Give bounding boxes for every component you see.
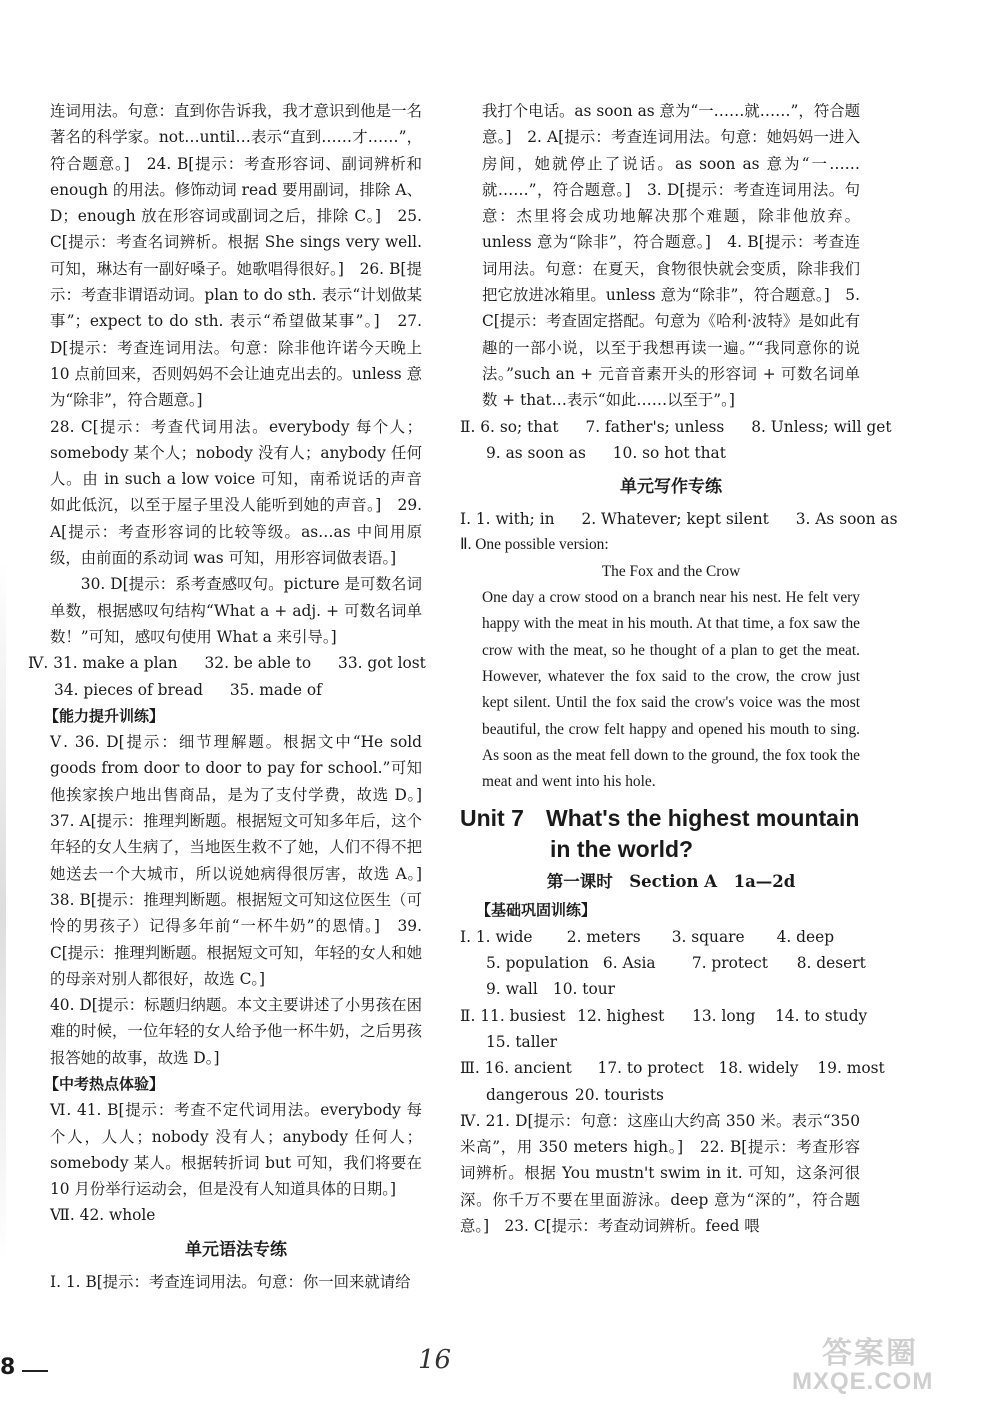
section-title: 单元写作专练 bbox=[620, 477, 722, 498]
answer-item: 6. Asia bbox=[602, 954, 656, 973]
answer-item: 10. tour bbox=[552, 980, 615, 999]
answer-paragraph: Ⅴ. 36. D[提示：细节理解题。根据文中“He sold goods from door to door to pay for school.”可知他挨家挨户地出售商品，是为了支付学费，故选 D。] 37. A[提示：推理判断题。根据短文可知多年后，这个年轻的女人生病了，当地医生救不了她，人们不得不把她送去一个大城市，所以说她病得很厉害，故选 A。] 38. B[提示：推理判断题。根据短文可知这位医生（可怜的男孩子）记得多年前“一杯牛奶”的恩情。] 39. C[提示：推理判断题。根据短文可知，年轻的女人和她的母亲对别人都很好，故选 C。] bbox=[50, 733, 438, 988]
answer-item: 4. deep bbox=[776, 927, 835, 946]
unit-heading bbox=[460, 803, 860, 834]
watermark-logo bbox=[792, 1328, 988, 1396]
section-numeral: Ⅳ. bbox=[28, 654, 49, 673]
watermark-text-top: 答案圈 bbox=[822, 1337, 918, 1370]
answer-item: 10. so hot that bbox=[612, 443, 726, 462]
answer-row bbox=[460, 414, 892, 440]
section-numeral: Ⅰ. bbox=[460, 927, 471, 946]
answer-row bbox=[460, 924, 860, 950]
answer-paragraph: Ⅰ. 1. B[提示：考查连词用法。句意：你一回来就请给 bbox=[50, 1272, 411, 1291]
answer-item: 2. meters bbox=[566, 927, 641, 946]
answer-item: 7. father's; unless bbox=[585, 417, 725, 436]
answer-row bbox=[460, 1055, 885, 1081]
answer-item: 8. desert bbox=[796, 954, 866, 973]
lesson-title: 第一课时 Section A 1a—2d bbox=[546, 872, 796, 892]
answer-paragraph: Ⅶ. 42. whole bbox=[50, 1206, 156, 1225]
answer-item: 35. made of bbox=[229, 680, 322, 699]
section-numeral: Ⅲ. bbox=[460, 1059, 480, 1078]
answer-paragraph: 连词用法。句意：直到你告诉我，我才意识到他是一名著名的科学家。not…until…表示“直到……才……”，符合题意。] 24. B[提示：考查形容词、副词辨析和 enough 的用法。修饰动词 read 要用副词，排除 A、D；enough 放在形容词或副词之后，排除 C。] 25. C[提示：考查名词辨析。根据 She sings very well. 可知，琳达有一副好嗓子。她歌唱得很好。] 26. B[提示：考查非谓语动词。plan to do sth. 表示“计划做某事”；expect to do sth. 表示“希望做某事”。] 27. D[提示：考查连词用法。句意：除非他许诺今天晚上 10 点前回来，否则妈妈不会让迪克出去的。unless 意为“除非”，符合题意。] bbox=[50, 102, 422, 410]
answer-row bbox=[460, 506, 898, 532]
answer-paragraph: Ⅳ. 21. D[提示：句意：这座山大约高 350 米。表示“350 米高”，用 350 meters high。] 22. B[提示：考查形容词辨析。根据 You mustn't swim in it. 可知，这条河很深。你千万不要在里面游泳。deep 意为“深的”，符合题意。] 23. C[提示：考查动词辨析。feed 喂 bbox=[460, 1111, 860, 1235]
answer-paragraph: 28. C[提示：考查代词用法。everybody 每个人；somebody 某个人；nobody 没有人；anybody 任何人。由 in such a low voice 可知，南希说话的声音如此低沉，以至于屋子里没人能听到她的声音。] 29. A[提示：考查形容词的比较等级。as…as 中间用原级，由前面的系动词 was 可知，用形容词做表语。] bbox=[50, 417, 422, 568]
answer-item: 19. most bbox=[817, 1059, 885, 1078]
handwritten-page-number: 16 bbox=[418, 1345, 452, 1375]
page-spine-shadow bbox=[0, 560, 6, 1260]
section-numeral: Ⅱ. bbox=[460, 417, 476, 436]
section-bracket-heading: 【能力提升训练】 bbox=[44, 706, 165, 725]
answer-item: 34. pieces of bread bbox=[54, 680, 203, 699]
answer-item: 1. with; in bbox=[475, 510, 555, 529]
answer-item: 31. make a plan bbox=[53, 654, 178, 673]
answer-item: 9. wall bbox=[486, 980, 538, 999]
answer-item: 1. wide bbox=[475, 927, 533, 946]
page-number-rule bbox=[22, 1370, 48, 1372]
section-title: 单元语法专练 bbox=[185, 1239, 287, 1260]
answer-paragraph: 我打个电话。as soon as 意为“一……就……”，符合题意。] 2. A[提示：考查连词用法。句意：她妈妈一进入房间，她就停止了说话。as soon as 意为“一……就……”，符合题意。] 3. D[提示：考查连词用法。句意：杰里将会成功地解决那个难题，除非他放弃。unless 意为“除非”，符合题意。] 4. B[提示：考查连词用法。句意：在夏天，食物很快就会变质，除非我们把它放进冰箱里。unless 意为“除非”，符合题意。] 5. C[提示：考查固定搭配。句意为《哈利·波特》是如此有趣的一部小说，以至于我想再读一遍。”“我同意你的说法。”such an + 元音音素开头的形容词 + 可数名词单数 + that…表示“如此……以至于”。] bbox=[482, 102, 860, 410]
answer-row bbox=[486, 440, 860, 466]
answer-item: 20. tourists bbox=[574, 1085, 664, 1104]
answer-row bbox=[486, 950, 866, 976]
right-column bbox=[460, 98, 898, 1239]
answer-item: 15. taller bbox=[486, 1032, 558, 1051]
answer-paragraph: 40. D[提示：标题归纳题。本文主要讲述了小男孩在困难的时候，一位年轻的女人给予他一杯牛奶，之后男孩报答她的故事，故选 D。] bbox=[50, 996, 422, 1067]
version-label: Ⅱ. One possible version: bbox=[460, 536, 609, 554]
answer-item: 14. to study bbox=[774, 1006, 868, 1025]
section-numeral: Ⅰ. bbox=[460, 510, 471, 529]
answer-item: 17. to protect bbox=[597, 1059, 704, 1078]
answer-row bbox=[486, 1029, 860, 1055]
answer-item: 2. Whatever; kept silent bbox=[581, 510, 769, 529]
answer-item: 9. as soon as bbox=[486, 443, 586, 462]
answer-item: dangerous bbox=[486, 1085, 569, 1104]
answer-item: 11. busiest bbox=[480, 1006, 566, 1025]
unit-title: What's the highest mountain bbox=[546, 805, 860, 832]
answer-item: 13. long bbox=[692, 1006, 756, 1025]
answer-row bbox=[486, 976, 860, 1002]
answer-item: 3. square bbox=[671, 927, 745, 946]
answer-row bbox=[460, 1003, 868, 1029]
answer-item: 6. so; that bbox=[480, 417, 559, 436]
answer-paragraph: Ⅵ. 41. B[提示：考查不定代词用法。everybody 每个人，人人；nobody 没有人；anybody 任何人；somebody 某人。根据转折词 but 可知，我们将要在 10 月份举行运动会，但是没有人知道具体的日期。] bbox=[50, 1101, 422, 1199]
answer-row bbox=[486, 1082, 860, 1108]
left-column bbox=[28, 98, 438, 1295]
section-numeral: Ⅱ. bbox=[460, 1006, 476, 1025]
answer-item: 7. protect bbox=[691, 954, 768, 973]
answer-item: 18. widely bbox=[718, 1059, 799, 1078]
section-bracket-heading: 【基础巩固训练】 bbox=[476, 901, 597, 920]
page-number: 8 bbox=[0, 1355, 16, 1380]
answer-row bbox=[28, 650, 426, 676]
essay-title: The Fox and the Crow bbox=[601, 562, 741, 580]
answer-item: 16. ancient bbox=[484, 1059, 572, 1078]
answer-item: 12. highest bbox=[577, 1006, 665, 1025]
answer-item: 3. As soon as bbox=[795, 510, 898, 529]
unit-number: Unit 7 bbox=[460, 805, 524, 832]
answer-item: 33. got lost bbox=[338, 654, 426, 673]
answer-paragraph: 30. D[提示：系考查感叹句。picture 是可数名词单数，根据感叹句结构“What a + adj. + 可数名词单数！”可知，感叹句使用 What a 来引导。] bbox=[50, 575, 422, 646]
answer-item: 5. population bbox=[486, 954, 589, 973]
essay-body: One day a crow stood on a branch near his nest. He felt very happy with the meat in his mouth. At that time, a fox saw the crow with the meat, so he thought of a plan to get the meat. However, whatever the fox said to the crow, the crow just kept silent. Until the fox said the crow's voice was the most beautiful, the crow felt happy and opened his mouth to sing. As soon as the meat fell down to the ground, the fox took the meat and went into his hole. bbox=[482, 589, 860, 791]
answer-row bbox=[54, 677, 422, 703]
watermark-text-bottom: MXQE.COM bbox=[792, 1368, 934, 1395]
answer-item: 32. be able to bbox=[204, 654, 312, 673]
unit-title-continued: in the world? bbox=[550, 836, 694, 863]
section-bracket-heading: 【中考热点体验】 bbox=[44, 1074, 165, 1093]
answer-item: 8. Unless; will get bbox=[751, 417, 892, 436]
